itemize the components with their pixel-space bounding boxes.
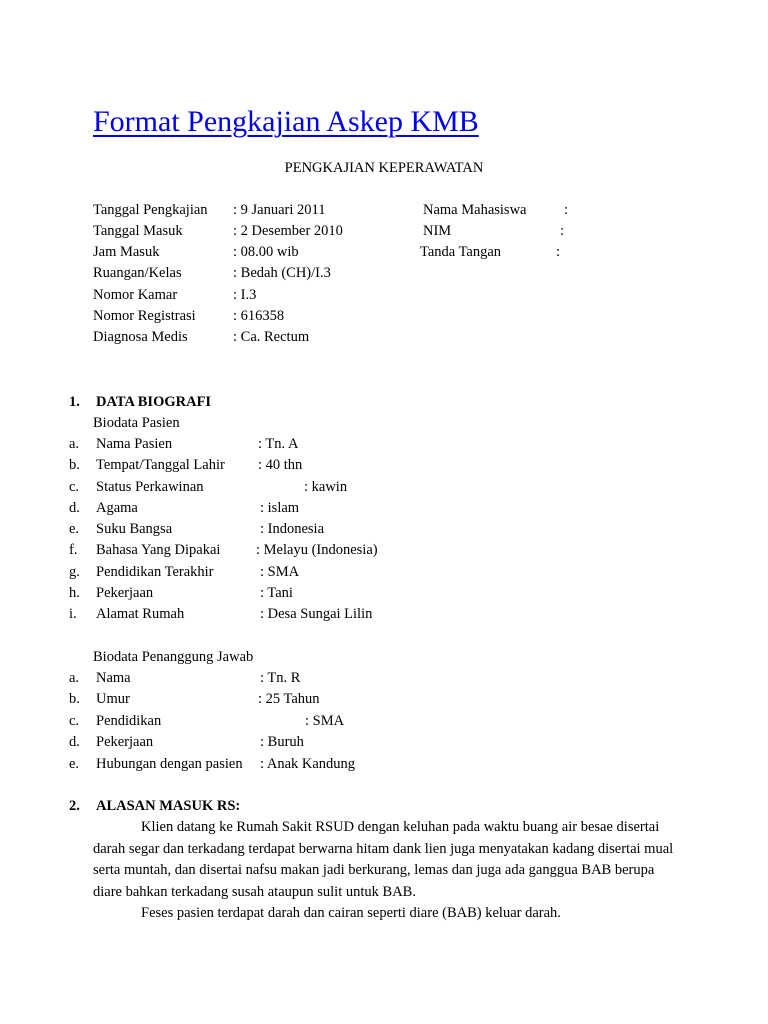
list-letter: h.	[69, 585, 80, 601]
value-tanda-tangan: :	[556, 244, 561, 260]
value-tanggal-pengkajian: : 9 Januari 2011	[233, 202, 326, 218]
list-item-value: : Tani	[260, 585, 293, 601]
biodata-penanggung-heading: Biodata Penanggung Jawab	[93, 649, 254, 665]
value-tanggal-masuk: : 2 Desember 2010	[233, 223, 343, 239]
list-letter: c.	[69, 479, 80, 495]
value-nomor-kamar: : I.3	[233, 287, 257, 303]
section2-heading: ALASAN MASUK RS:	[96, 798, 241, 814]
list-item-label: Tempat/Tanggal Lahir	[96, 457, 225, 473]
list-item-label: Status Perkawinan	[96, 479, 204, 495]
list-item-label: Alamat Rumah	[96, 606, 185, 622]
document-title-link[interactable]: Format Pengkajian Askep KMB	[93, 105, 479, 138]
value-nim: :	[560, 223, 565, 239]
value-ruangan-kelas: : Bedah (CH)/I.3	[233, 265, 331, 281]
label-ruangan-kelas: Ruangan/Kelas	[93, 265, 182, 281]
biodata-pasien-heading: Biodata Pasien	[93, 415, 180, 431]
list-item-value: : SMA	[260, 564, 300, 580]
section2-number: 2.	[69, 798, 80, 814]
list-item-label: Pekerjaan	[96, 734, 154, 750]
list-letter: d.	[69, 500, 80, 516]
list-letter: a.	[69, 436, 80, 452]
label-nomor-registrasi: Nomor Registrasi	[93, 308, 196, 324]
list-item-label: Hubungan dengan pasien	[96, 756, 243, 772]
section1-number: 1.	[69, 394, 80, 410]
list-item-value: : Indonesia	[260, 521, 325, 537]
list-item-value: : Desa Sungai Lilin	[260, 606, 373, 622]
list-letter: i.	[69, 606, 77, 622]
list-item-label: Agama	[96, 500, 138, 516]
list-item-label: Nama	[96, 670, 131, 686]
value-nama-mahasiswa: :	[564, 202, 569, 218]
list-item-label: Pendidikan Terakhir	[96, 564, 214, 580]
document-subtitle: PENGKAJIAN KEPERAWATAN	[284, 160, 484, 176]
label-diagnosa-medis: Diagnosa Medis	[93, 329, 188, 345]
section2-paragraphs	[93, 817, 683, 925]
section2-paragraph: Klien datang ke Rumah Sakit RSUD dengan keluhan pada waktu buang air besae disertai darah segar dan terkadang terdapat berwarna hitam dank lien juga menyatakan kadang disertai mual serta muntah, dan disertai nafsu makan jadi berkurang, lemas dan juga ada ganggua BAB berupa diare bahkan terkadang susah ataupun sulit untuk BAB.	[93, 819, 674, 900]
value-nomor-registrasi: : 616358	[233, 308, 285, 324]
label-tanggal-masuk: Tanggal Masuk	[93, 223, 183, 239]
list-item-value: : islam	[260, 500, 300, 516]
value-jam-masuk: : 08.00 wib	[233, 244, 299, 260]
list-item-label: Nama Pasien	[96, 436, 173, 452]
list-item-value: : Tn. R	[260, 670, 301, 686]
list-letter: e.	[69, 521, 80, 537]
list-letter: g.	[69, 564, 80, 580]
list-item-value: : Anak Kandung	[260, 756, 356, 772]
list-item-value: : Tn. A	[258, 436, 299, 452]
list-letter: b.	[69, 691, 80, 707]
list-item-value: : kawin	[304, 479, 348, 495]
list-item-label: Pekerjaan	[96, 585, 154, 601]
value-diagnosa-medis: : Ca. Rectum	[233, 329, 310, 345]
list-item-value: : Buruh	[260, 734, 304, 750]
label-tanggal-pengkajian: Tanggal Pengkajian	[93, 202, 208, 218]
label-nomor-kamar: Nomor Kamar	[93, 287, 178, 303]
list-letter: e.	[69, 756, 80, 772]
list-item-value: : SMA	[305, 713, 345, 729]
label-nama-mahasiswa: Nama Mahasiswa	[423, 202, 527, 218]
list-item-value: : Melayu (Indonesia)	[256, 542, 378, 558]
list-item-value: : 25 Tahun	[258, 691, 320, 707]
list-letter: a.	[69, 670, 80, 686]
label-nim: NIM	[423, 223, 452, 239]
list-letter: d.	[69, 734, 80, 750]
list-item-label: Umur	[96, 691, 130, 707]
list-item-label: Bahasa Yang Dipakai	[96, 542, 221, 558]
list-letter: c.	[69, 713, 80, 729]
list-letter: b.	[69, 457, 80, 473]
label-tanda-tangan: Tanda Tangan	[420, 244, 502, 260]
list-item-label: Pendidikan	[96, 713, 162, 729]
list-item-label: Suku Bangsa	[96, 521, 173, 537]
list-item-value: : 40 thn	[258, 457, 303, 473]
list-letter: f.	[69, 542, 78, 558]
section2-paragraph: Feses pasien terdapat darah dan cairan seperti diare (BAB) keluar darah.	[141, 905, 561, 921]
section1-heading: DATA BIOGRAFI	[96, 394, 212, 410]
label-jam-masuk: Jam Masuk	[93, 244, 160, 260]
